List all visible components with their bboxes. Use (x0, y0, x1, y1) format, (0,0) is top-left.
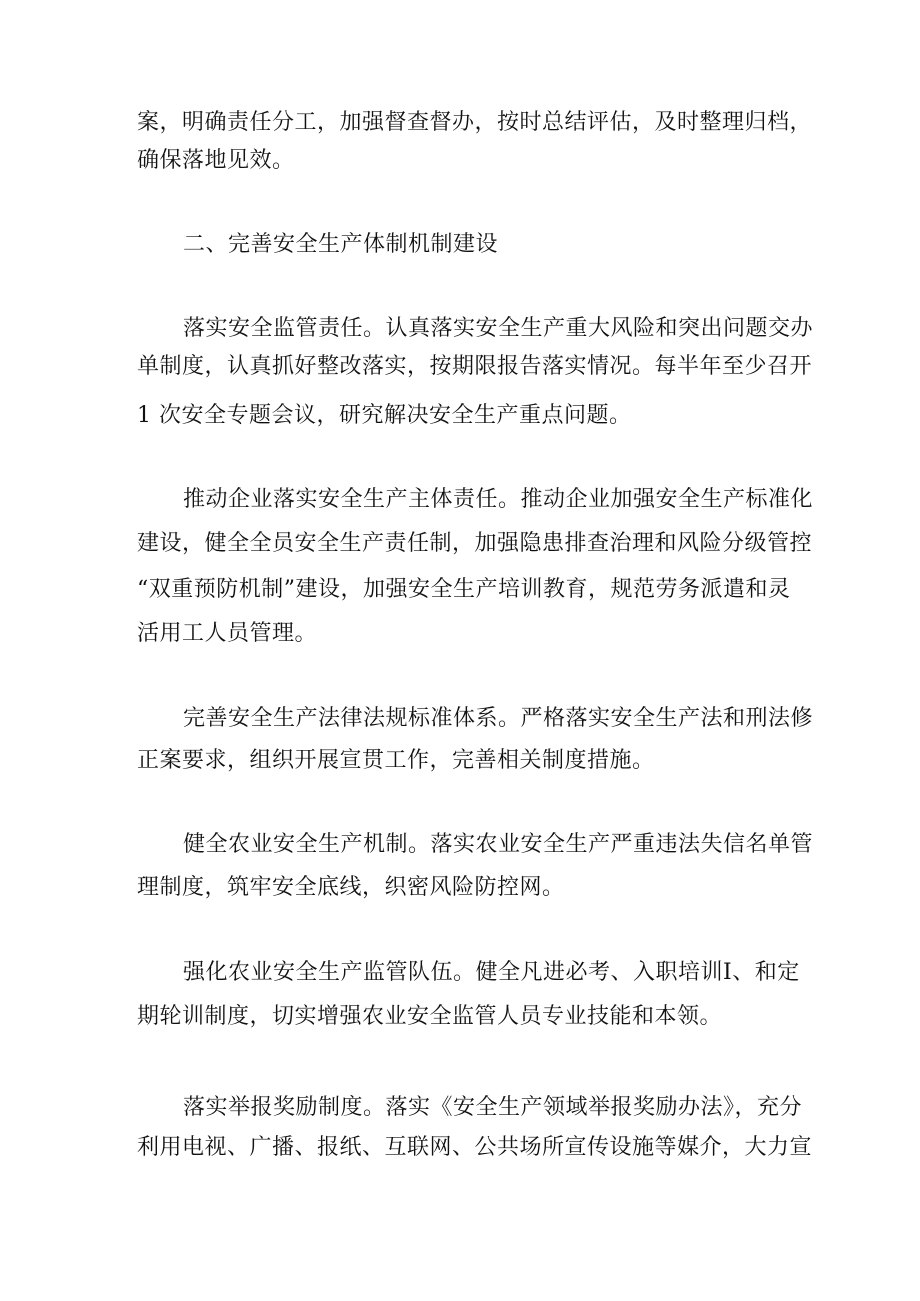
paragraph-line: 落实安全监管责任。认真落实安全生产重大风险和突出问题交办 (183, 316, 814, 341)
paragraph-line: “双重预防机制”建设，加强安全生产培训教育，规范劳务派遣和灵 (137, 577, 791, 602)
paragraph-line: 1 次安全专题会议，研究解决安全生产重点问题。 (137, 403, 632, 428)
paragraph-line: 建设，健全全员安全生产责任制，加强隐患排查治理和风险分级管控 (137, 531, 813, 556)
paragraph-line: 推动企业落实安全生产主体责任。推动企业加强安全生产标准化 (183, 487, 814, 512)
paragraph-line: 强化农业安全生产监管队伍。健全凡进必考、入职培训I、和定 (183, 960, 800, 985)
paragraph-line: 正案要求，组织开展宣贯工作，完善相关制度措施。 (137, 748, 655, 773)
paragraph-line: 健全农业安全生产机制。落实农业安全生产严重违法失信名单管 (183, 832, 814, 857)
paragraph-line: 确保落地见效。 (137, 148, 295, 173)
paragraph-line: 单制度，认真抓好整改落实，按期限报告落实情况。每半年至少召开 (137, 354, 813, 379)
paragraph-line: 案，明确责任分工，加强督查督办，按时总结评估，及时整理归档， (137, 110, 813, 135)
paragraph-line: 完善安全生产法律法规标准体系。严格落实安全生产法和刑法修 (183, 706, 814, 731)
section-heading: 二、完善安全生产体制机制建设 (183, 232, 499, 257)
paragraph-line: 落实举报奖励制度。落实《安全生产领域举报奖励办法》，充分 (183, 1095, 803, 1120)
paragraph-line: 活用工人员管理。 (137, 621, 318, 646)
paragraph-line: 理制度，筑牢安全底线，织密风险防控网。 (137, 875, 565, 900)
paragraph-line: 期轮训制度，切实增强农业安全监管人员专业技能和本领。 (137, 1004, 723, 1029)
paragraph-line: 利用电视、广播、报纸、互联网、公共场所宣传设施等媒介，大力宣 (137, 1135, 813, 1160)
